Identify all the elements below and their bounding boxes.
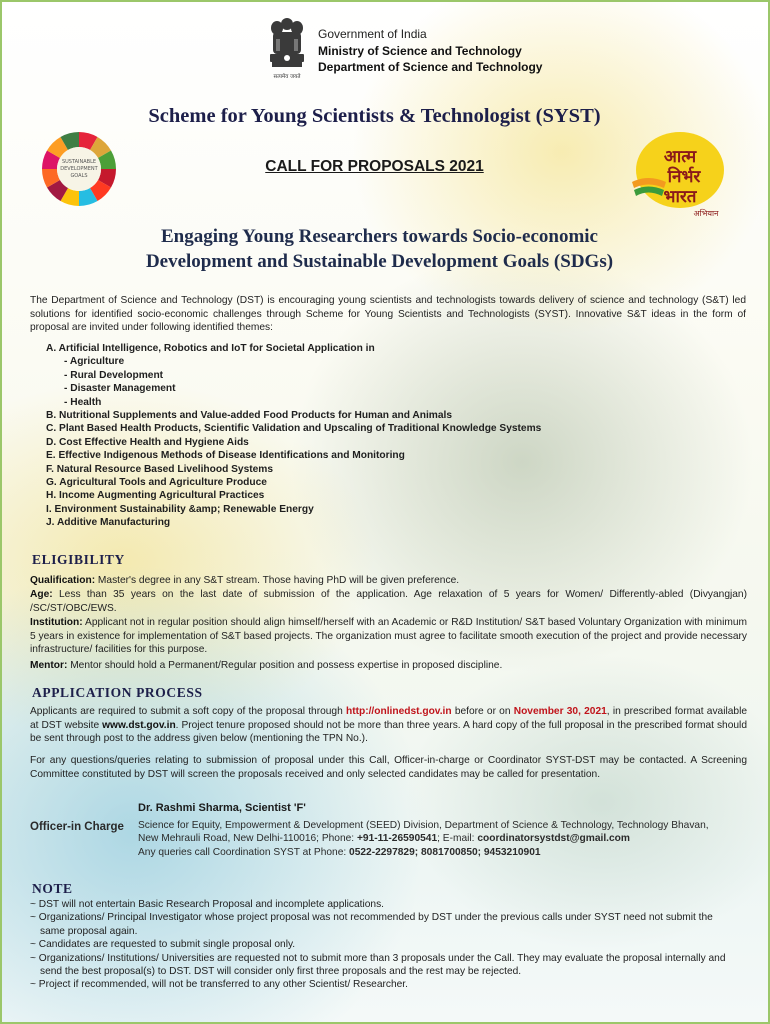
svg-text:GOALS: GOALS bbox=[70, 173, 88, 179]
atmanirbhar-bharat-logo bbox=[618, 130, 728, 218]
application-paragraph-2: For any questions/queries relating to submission of proposal under this Call, Officer-in-charge or Coordinator SYST-DST may be contacted. A Screening Committee constituted by DST will screen the proposals received and only selected candidates may be called for presentation. bbox=[30, 755, 747, 780]
theme-sub-item: - Agriculture bbox=[64, 356, 125, 368]
coordination-phones: 0522-2297829; 8081700850; 9453210901 bbox=[349, 846, 541, 858]
eligibility-heading: ELIGIBILITY bbox=[32, 552, 125, 567]
officer-phone: +91-11-26590541 bbox=[356, 833, 438, 845]
theme-sub-item: - Rural Development bbox=[64, 369, 164, 381]
institution-text: Applicant not in regular position should align himself/herself with an Academic or R&D Institution/ S&T based Voluntary Organization with minimum 5 years in existence for implementation of S&T based projects. The organization must agree to facilitate smooth execution of the project and provide necessary infrastructure/ facilities for this purpose. bbox=[30, 617, 747, 656]
theme-item: G. Agricultural Tools and Agriculture Produce bbox=[46, 477, 267, 489]
dst-website-link[interactable]: www.dst.gov.in bbox=[102, 719, 176, 731]
theme-item: B. Nutritional Supplements and Value-added Food Products for Human and Animals bbox=[46, 410, 453, 422]
ministry-header bbox=[318, 26, 542, 76]
submission-url-link[interactable]: http://onlinedst.gov.in bbox=[345, 706, 452, 717]
officer-contact-line bbox=[138, 832, 748, 846]
theme-item: H. Income Augmenting Agricultural Practices bbox=[46, 490, 265, 502]
theme-item: J. Additive Manufacturing bbox=[46, 517, 171, 529]
theme-item-a: A. Artificial Intelligence, Robotics and IoT for Societal Application in bbox=[46, 343, 375, 354]
institution-label: Institution: bbox=[30, 617, 83, 628]
officer-email-link[interactable]: coordinatorsystdst@gmail.com bbox=[477, 833, 630, 845]
contact-text: Any queries call Coordination SYST at Phone: bbox=[138, 846, 350, 858]
theme-item: E. Effective Indigenous Methods of Disease Identifications and Monitoring bbox=[46, 450, 405, 462]
mentor-label: Mentor: bbox=[30, 660, 68, 671]
note-item: ~ Project if recommended, will not be transferred to any other Scientist/ Researcher. bbox=[30, 979, 408, 991]
atma-text: आत्म bbox=[663, 147, 697, 167]
themes-list bbox=[46, 342, 666, 530]
application-text: , in prescribed format available at DST website bbox=[30, 706, 748, 731]
subtitle-line-1: Engaging Young Researchers towards Socio-economic bbox=[161, 226, 598, 247]
deadline-date: November 30, 2021 bbox=[513, 706, 607, 717]
scheme-title: Scheme for Young Scientists & Technologist (SYST) bbox=[148, 105, 601, 127]
contact-text: ; E-mail: bbox=[437, 833, 478, 845]
bharat-text: भारत bbox=[663, 187, 697, 207]
emblem-caption: सत्यमेव जयते bbox=[273, 74, 301, 80]
eligibility-mentor bbox=[30, 659, 747, 673]
age-label: Age: bbox=[30, 589, 53, 600]
national-emblem-icon bbox=[264, 14, 310, 84]
qualification-label: Qualification: bbox=[30, 575, 96, 586]
officer-contact-block bbox=[138, 802, 748, 859]
subtitle bbox=[2, 224, 757, 274]
gov-line: Government of India bbox=[318, 27, 427, 41]
coordination-phone-line bbox=[138, 846, 748, 860]
application-text: before or on bbox=[451, 706, 514, 717]
application-text: . Project tenure proposed should not be more than three years. A hard copy of the full proposal in the prescribed format should be sent through post to the address given below (mentioning the TPN No.). bbox=[30, 719, 747, 745]
officer-in-charge-label: Officer-in Charge bbox=[30, 821, 124, 833]
svg-text:DEVELOPMENT: DEVELOPMENT bbox=[60, 166, 98, 172]
department-line: Department of Science and Technology bbox=[318, 60, 543, 74]
theme-item: I. Environment Sustainability &amp; Renewable Energy bbox=[46, 503, 314, 515]
application-heading: APPLICATION PROCESS bbox=[32, 685, 203, 700]
subtitle-line-2: Development and Sustainable Development Goals (SDGs) bbox=[145, 251, 614, 272]
eligibility-institution bbox=[30, 616, 747, 657]
ministry-line: Ministry of Science and Technology bbox=[318, 43, 522, 58]
contact-text: New Mehrauli Road, New Delhi-110016; Phone: bbox=[138, 833, 357, 845]
note-item: ~ Candidates are requested to submit single proposal only. bbox=[30, 939, 296, 951]
nirbhar-text: निर्भर bbox=[667, 167, 701, 187]
theme-sub-item: - Health bbox=[64, 396, 102, 408]
application-paragraph-1 bbox=[30, 705, 747, 746]
svg-text:SUSTAINABLE: SUSTAINABLE bbox=[61, 159, 97, 165]
age-text: Less than 35 years on the last date of submission of the application. Age relaxation of 5 years for Women/ Differently-abled (Divyangjan) /SC/ST/OBC/EWS. bbox=[30, 589, 747, 614]
note-item: ~ DST will not entertain Basic Research Proposal and incomplete applications. bbox=[30, 899, 385, 910]
mentor-text: Mentor should hold a Permanent/Regular position and possess expertise in proposed discipline. bbox=[67, 660, 503, 671]
application-text: Applicants are required to submit a soft copy of the proposal through bbox=[30, 706, 346, 717]
eligibility-age bbox=[30, 588, 747, 615]
officer-name: Dr. Rashmi Sharma, Scientist 'F' bbox=[138, 802, 306, 814]
theme-item: C. Plant Based Health Products, Scientific Validation and Upscaling of Traditional Knowledge Systems bbox=[46, 423, 542, 435]
theme-item: F. Natural Resource Based Livelihood Systems bbox=[46, 463, 274, 475]
call-for-proposals-title: CALL FOR PROPOSALS 2021 bbox=[265, 158, 484, 175]
qualification-text: Master's degree in any S&T stream. Those having PhD will be given preference. bbox=[95, 575, 460, 586]
theme-item: D. Cost Effective Health and Hygiene Aids bbox=[46, 436, 249, 448]
note-item: ~ Organizations/ Principal Investigator whose project proposal was not recommended by DST under the previous calls under SYST need not submit the same proposal again. bbox=[30, 912, 713, 937]
note-heading: NOTE bbox=[32, 881, 73, 896]
theme-sub-item: - Disaster Management bbox=[64, 383, 176, 395]
officer-address-line: Science for Equity, Empowerment & Development (SEED) Division, Department of Science & Technology, Technology Bhavan, bbox=[138, 819, 709, 831]
abhiyan-text: अभियान bbox=[693, 209, 719, 218]
notes-list bbox=[30, 898, 730, 992]
note-item: ~ Organizations/ Institutions/ Universities are requested not to submit more than 3 proposals under the Call. They may evaluate the proposal internally and send the best proposal(s) to DST. DST will consider only first three proposals and the rest may be rejected. bbox=[30, 952, 726, 978]
intro-paragraph: The Department of Science and Technology (DST) is encouraging young scientists and technologists towards delivery of science and technology (S&T) led solutions for identified socio-economic challenges through Scheme for Young Scientists and Technologists (SYST). Innovative S&T ideas in the form of proposal are invited under following identified themes: bbox=[30, 295, 746, 334]
eligibility-qualification bbox=[30, 574, 747, 588]
